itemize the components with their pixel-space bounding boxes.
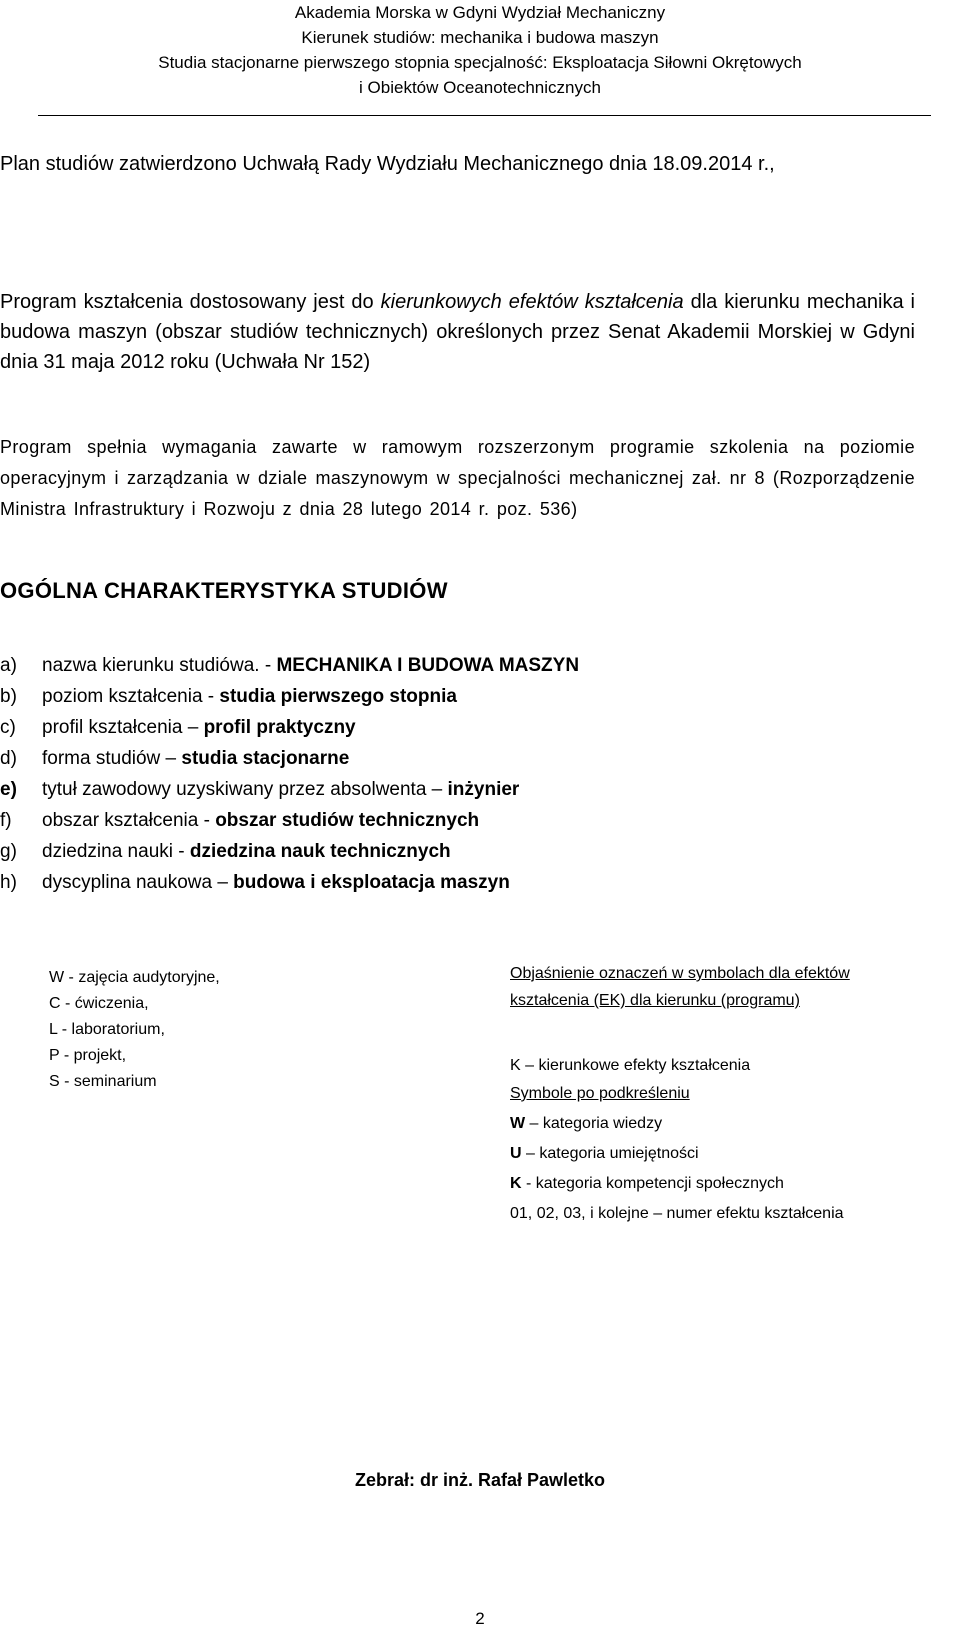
class-type-item: S - seminarium <box>49 1073 157 1090</box>
symbol-u-row <box>510 1145 699 1163</box>
para1-italic-term: kierunkowych efektów kształcenia <box>380 291 684 313</box>
item-label: poziom kształcenia - <box>42 686 220 707</box>
item-label: obszar kształcenia - <box>42 810 216 831</box>
characteristics-list <box>0 650 900 898</box>
symbol-w-text: – kategoria wiedzy <box>525 1115 663 1132</box>
symbol-k: K <box>510 1175 522 1192</box>
list-item <box>0 774 900 805</box>
class-type-item: P - projekt, <box>49 1047 127 1064</box>
para1-text-end: dla kierunku mechanika i budowa maszyn (obszar studiów technicznych) określonych przez Senat Akademii Morskiej w Gdyni dnia 31 maja 2012 roku (Uchwała Nr 152) <box>0 291 915 373</box>
symbol-k-row <box>510 1175 784 1193</box>
symbol-u: U <box>510 1145 522 1162</box>
numbering-definition: 01, 02, 03, i kolejne – numer efektu kształcenia <box>510 1205 844 1222</box>
list-marker: g) <box>0 841 17 862</box>
symbols-legend-heading-cont: kształcenia (EK) dla kierunku (programu) <box>510 992 800 1009</box>
header-specialization-cont: i Obiektów Oceanotechnicznych <box>359 78 601 97</box>
item-label: dziedzina nauki - <box>42 841 190 862</box>
list-marker: h) <box>0 872 17 893</box>
list-marker: d) <box>0 748 17 769</box>
signature: Zebrał: dr inż. Rafał Pawletko <box>354 1470 606 1490</box>
list-marker: c) <box>0 717 16 738</box>
symbol-k-text: - kategoria kompetencji społecznych <box>521 1175 784 1192</box>
program-alignment-paragraph <box>0 287 915 377</box>
class-type-item: L - laboratorium, <box>49 1021 165 1038</box>
item-label: tytuł zawodowy uzyskiwany przez absolwenta – <box>42 779 448 800</box>
header-divider <box>38 115 931 116</box>
list-item <box>0 867 900 898</box>
list-item <box>0 650 900 681</box>
list-item <box>0 743 900 774</box>
k-definition: K – kierunkowe efekty kształcenia <box>510 1057 751 1074</box>
item-label: forma studiów – <box>42 748 182 769</box>
list-item <box>0 681 900 712</box>
header-specialization: Studia stacjonarne pierwszego stopnia specjalność: Eksploatacja Siłowni Okrętowych <box>158 53 802 72</box>
page-header <box>0 0 960 100</box>
symbols-subheading: Symbole po podkreśleniu <box>510 1085 690 1102</box>
program-requirements-paragraph: Program spełnia wymagania zawarte w ramowym rozszerzonym programie szkolenia na poziomie operacyjnym i zarządzania w dziale maszynowym w specjalności mechanicznej zał. nr 8 (Rozporządzenie Ministra Infrastruktury i Rozwoju z dnia 28 lutego 2014 r. poz. 536) <box>0 437 915 519</box>
plan-approval-statement: Plan studiów zatwierdzono Uchwałą Rady Wydziału Mechanicznego dnia 18.09.2014 r., <box>0 153 775 175</box>
header-university: Akademia Morska w Gdyni Wydział Mechaniczny <box>294 3 666 22</box>
section-title: OGÓLNA CHARAKTERYSTYKA STUDIÓW <box>0 578 448 603</box>
item-value: studia stacjonarne <box>181 748 350 769</box>
list-item <box>0 712 900 743</box>
symbol-u-text: – kategoria umiejętności <box>521 1145 699 1162</box>
list-item <box>0 805 900 836</box>
list-item <box>0 836 900 867</box>
item-value: obszar studiów technicznych <box>215 810 480 831</box>
item-value: inżynier <box>447 779 520 800</box>
symbols-legend-heading: Objaśnienie oznaczeń w symbolach dla efektów <box>510 965 850 982</box>
item-value: MECHANIKA I BUDOWA MASZYN <box>276 655 580 676</box>
header-field-of-study: Kierunek studiów: mechanika i budowa maszyn <box>301 28 659 47</box>
page-number: 2 <box>475 1609 485 1628</box>
item-value: dziedzina nauk technicznych <box>189 841 451 862</box>
item-value: budowa i eksploatacja maszyn <box>233 872 510 893</box>
item-label: nazwa kierunku studiówa. - <box>42 655 277 676</box>
list-marker: b) <box>0 686 17 707</box>
class-type-item: C - ćwiczenia, <box>49 995 149 1012</box>
symbol-w: W <box>510 1115 526 1132</box>
item-label: profil kształcenia – <box>42 717 204 738</box>
list-marker: a) <box>0 655 17 676</box>
para1-text-start: Program kształcenia dostosowany jest do <box>0 291 381 313</box>
item-value: studia pierwszego stopnia <box>219 686 457 707</box>
item-value: profil praktyczny <box>203 717 356 738</box>
class-types-legend <box>49 965 220 1095</box>
class-type-item: W - zajęcia audytoryjne, <box>49 969 220 986</box>
list-marker: f) <box>0 810 12 831</box>
list-marker: e) <box>0 779 17 800</box>
symbol-w-row <box>510 1115 662 1133</box>
item-label: dyscyplina naukowa – <box>42 872 234 893</box>
